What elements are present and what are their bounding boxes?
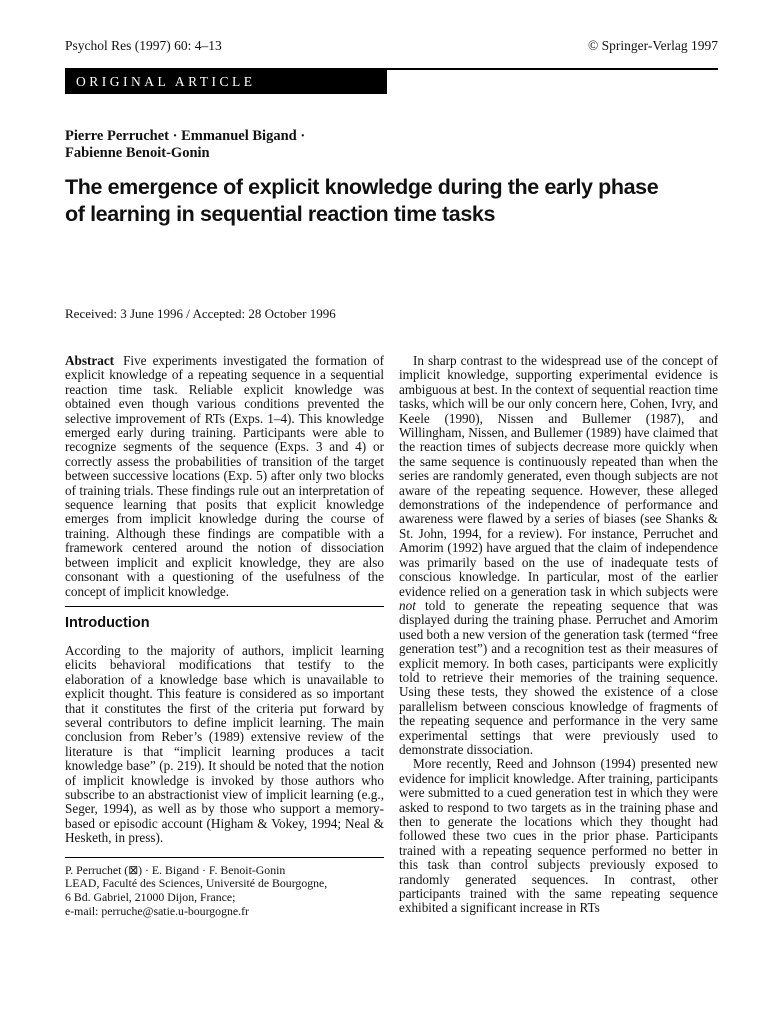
copyright-notice: © Springer-Verlag 1997 [588, 38, 718, 53]
title-line-2: of learning in sequential reaction time tasks [65, 202, 496, 226]
author-line-2: Fabienne Benoit-Gonin [65, 145, 210, 161]
section-rule [65, 606, 384, 607]
banner-row [65, 68, 718, 94]
author-line-1: Pierre Perruchet · Emmanuel Bigand · [65, 128, 306, 144]
footnote-line-email: e-mail: perruche@satie.u-bourgogne.fr [65, 903, 249, 918]
title-line-1: The emergence of explicit knowledge during the early phase [65, 175, 659, 199]
abstract-label: Abstract [65, 353, 115, 368]
journal-ref: Psychol Res (1997) 60: 4–13 [65, 38, 222, 53]
article-type-label: ORIGINAL ARTICLE [76, 74, 256, 89]
body-paragraph-1-text: In sharp contrast to the widespread use of the concept of implicit knowledge, supporting experimental evidence is ambiguous at best. In the context of sequential reaction time tasks, which will be our only concern here, Cohen, Ivry, and Keele (1990), Nissen and Bullemer (1987), and Willingham, Nissen, and Bullemer (1989) have claimed that the reaction times of subjects decrease more quickly when the same sequence is continuously repeated than when the series are randomly generated, even though subjects are not aware of the repeating sequence. However, these alleged demonstrations of the independence of performance and awareness were flawed by a series of biases (see Shanks & St. John, 1994, for a review). For instance, Perruchet and Amorim (1992) have argued that the claim of independence was primarily based on the use of inadequate tests of conscious knowledge. In particular, most of the earlier evidence relied on a generation task in which subjects were [399, 353, 718, 599]
footnote-line-address: 6 Bd. Gabriel, 21000 Dijon, France; [65, 890, 236, 905]
left-column [65, 354, 384, 919]
right-column [399, 354, 718, 919]
masthead [65, 38, 718, 54]
abstract-paragraph [65, 354, 384, 599]
abstract-text: Five experiments investigated the formation of explicit knowledge of a repeating sequence in a sequential reaction time task. Reliable explicit knowledge was obtained even though various conditions prevented the selective improvement of RTs (Exps. 1–4). This knowledge emerged early during training. Participants were able to recognize segments of the sequence (Exps. 3 and 4) or correctly assess the probabilities of transition of the target between successive locations (Exp. 5) after only two blocks of training trials. These findings rule out an interpretation of sequence learning that posits that explicit knowledge emerges from implicit knowledge during the course of training. Although these findings are compatible with a framework centered around the notion of dissociation between implicit and explicit knowledge, they are also consonant with a questioning of the usefulness of the concept of implicit knowledge. [65, 353, 384, 599]
footnote-line-authors: P. Perruchet (⊠) · E. Bigand · F. Benoit-Gonin [65, 862, 286, 877]
article-type-banner [65, 70, 387, 94]
footnote-line-affiliation: LEAD, Faculté des Sciences, Université de Bourgogne, [65, 876, 328, 891]
introduction-heading: Introduction [65, 614, 150, 631]
body-paragraph-1 [399, 354, 718, 757]
received-accepted: Received: 3 June 1996 / Accepted: 28 October 1996 [65, 306, 336, 321]
two-column-body [65, 354, 718, 919]
footnote-block [65, 857, 384, 919]
authors-block [65, 128, 718, 162]
introduction-paragraph: According to the majority of authors, implicit learning elicits behavioral modifications that testify to the elaboration of a knowledge base which is unavailable to explicit thought. This feature is considered as so important that it constitutes the first of the criteria put forward by several contributors to define implicit learning. The main conclusion from Reber’s (1989) extensive review of the literature is that “implicit learning produces a tacit knowledge base” (p. 219). It should be noted that the notion of implicit knowledge is invoked by those authors who subscribe to an abstractionist view of implicit learning (e.g., Seger, 1994), as well as by those who support a memory-based or episodic account (Higham & Vokey, 1994; Neal & Hesketh, in press). [65, 642, 384, 846]
article-title [65, 174, 718, 228]
footnote-rule [65, 857, 384, 858]
body-paragraph-1-text-cont: told to generate the repeating sequence that was displayed during the training phase. Perruchet and Amorim used both a new version of the generation task (termed “free generation test”) and a recognition test as their measures of explicit memory. In both cases, participants were explicitly told to retrieve their memories of the training sequence. Using these tests, they showed the existence of a close parallelism between conscious knowledge of fragments of the repeating sequence and performance in the very same experimental settings that were previously used to demonstrate dissociation. [399, 597, 718, 757]
body-paragraph-2: More recently, Reed and Johnson (1994) presented new evidence for implicit knowledge. After training, participants were submitted to a cued generation test in which they were asked to respond to two targets as in the training phase and then to generate the locations which they thought had followed these two cues in the prior phase. Participants trained with a repeating sequence performed no better in this task than control subjects previously exposed to randomly generated sequences. In contrast, other participants trained with the same repeating sequence exhibited a significant increase in RTs [399, 756, 718, 916]
body-paragraph-1-italic: not [399, 597, 416, 613]
